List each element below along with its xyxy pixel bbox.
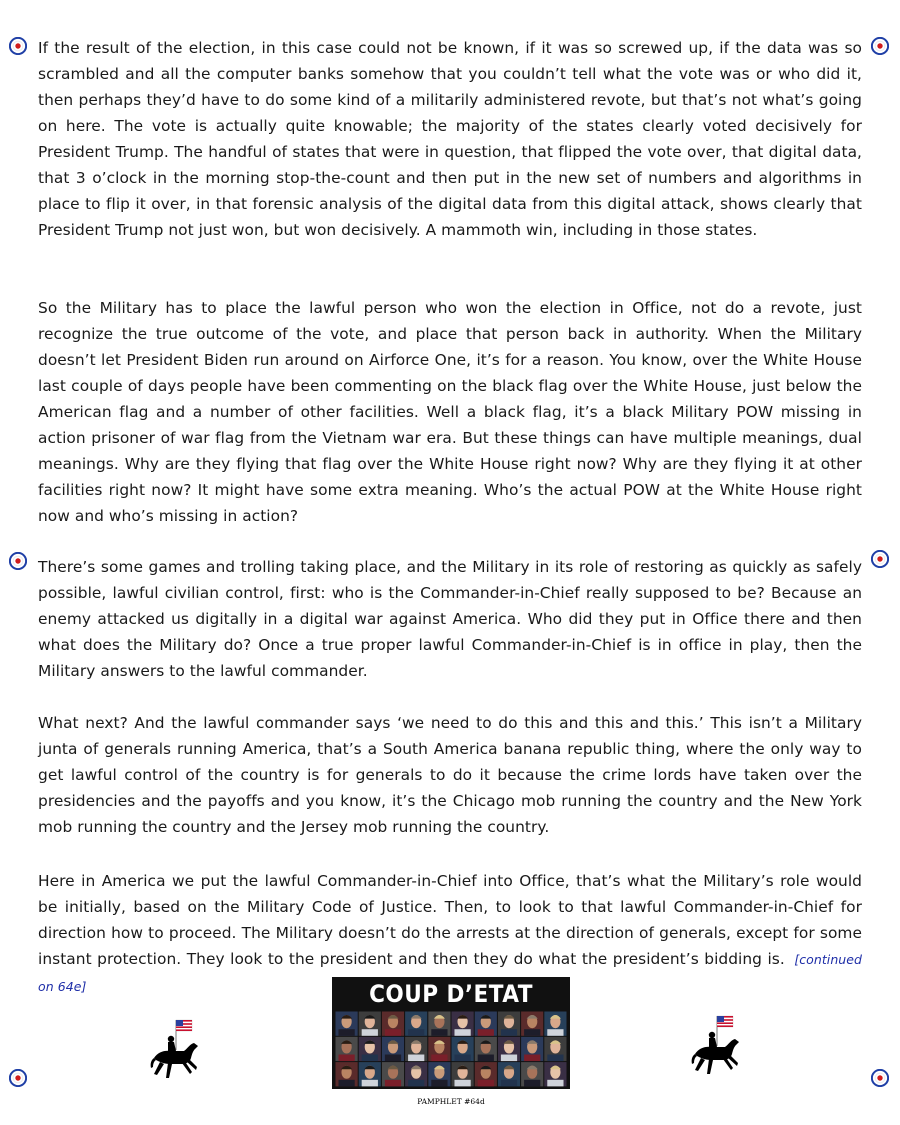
portrait-tile (452, 1012, 474, 1036)
roundel-target-icon (9, 37, 27, 55)
portrait-tile (498, 1037, 520, 1061)
portrait-tile (405, 1012, 427, 1036)
portrait-tile (544, 1012, 566, 1036)
portrait-tile (521, 1062, 543, 1086)
continued-note: [continued on 64e] (38, 952, 862, 994)
portrait-tile (498, 1062, 520, 1086)
portrait-tile (382, 1062, 404, 1086)
portrait-tile (475, 1012, 497, 1036)
coup-detat-poster (332, 977, 570, 1089)
poster-title: COUP D’ETAT (369, 980, 533, 1008)
horse-rider-flag-icon (691, 1014, 741, 1078)
paragraph-3: There’s some games and trolling taking place, and the Military in its role of restoring as quickly as safely possible, lawful civilian control, first: who is the Commander-in-Chief really supposed to be? Because an enemy attacked us digitally in a digital war against America. Who did they put in Office there and then what does the Military do? Once a true proper lawful Commander-in-Chief is in office in play, then the Military answers to the lawful commander. (38, 558, 862, 680)
roundel-target-icon (871, 550, 889, 568)
paragraph-1: If the result of the election, in this case could not be known, if it was so screwed up, if the data was so scrambled and all the computer banks somehow that you couldn’t tell what the vote was or who did it, then perhaps they’d have to do some kind of a militarily administered revote, but that’s not what’s going on here. The vote is actually quite knowable; the majority of the states clearly voted decisively for President Trump. The handful of states that were in question, that flipped the vote over, that digital data, that 3 o’clock in the morning stop-the-count and then put in the new set of numbers and algorithms in place to flip it over, in that forensic analysis of the digital data from this digital attack, shows clearly that President Trump not just won, but won decisively. A mammoth win, including in those states. (38, 39, 862, 239)
roundel-target-icon (871, 37, 889, 55)
portrait-tile (428, 1062, 450, 1086)
roundel-target-icon (9, 552, 27, 570)
portrait-tile (359, 1012, 381, 1036)
portrait-grid-image (335, 1011, 567, 1087)
portrait-tile (382, 1037, 404, 1061)
paragraph-4: What next? And the lawful commander says ‘we need to do this and this and this.’ This isn’t a Military junta of generals running America, that’s a South America banana republic thing, where the only way to get lawful control of the country is for generals to do it because the crime lords have taken over the presidencies and the payoffs and you know, it’s the Chicago mob running the country and the New York mob running the country and the Jersey mob running the country. (38, 714, 862, 836)
portrait-tile (452, 1037, 474, 1061)
portrait-tile (521, 1037, 543, 1061)
portrait-tile (498, 1012, 520, 1036)
portrait-tile (521, 1012, 543, 1036)
roundel-target-icon (871, 1069, 889, 1087)
portrait-tile (382, 1012, 404, 1036)
portrait-tile (336, 1012, 358, 1036)
portrait-tile (428, 1012, 450, 1036)
portrait-tile (359, 1062, 381, 1086)
portrait-tile (475, 1037, 497, 1061)
portrait-tile (405, 1062, 427, 1086)
portrait-tile (544, 1037, 566, 1061)
portrait-tile (544, 1062, 566, 1086)
portrait-tile (405, 1037, 427, 1061)
paragraph-2: So the Military has to place the lawful person who won the election in Office, not do a revote, just recognize the true outcome of the vote, and place that person back in authority. When the Military doesn’t let President Biden run around on Airforce One, it’s for a reason. You know, over the White House last couple of days people have been commenting on the black flag over the White House, just below the American flag and a number of other facilities. Well a black flag, it’s a black Military POW missing in action prisoner of war flag from the Vietnam war era. But these things can have multiple meanings, dual meanings. Why are they flying that flag over the White House right now? Why are they flying it at other facilities right now? It might have some extra meaning. Who’s the actual POW at the White House right now and who’s missing in action? (38, 299, 862, 525)
portrait-tile (428, 1037, 450, 1061)
paragraph-5-text: Here in America we put the lawful Commander-in-Chief into Office, that’s what the Military’s role would be initially, based on the Military Code of Justice. Then, to look to that lawful Commander-in-Chief for direction how to proceed. The Military doesn’t do the arrests at the direction of generals, except for some instant protection. They look to the president and then they do what the president’s bidding is. (38, 872, 862, 968)
portrait-tile (336, 1062, 358, 1086)
horse-rider-flag-icon (150, 1018, 200, 1082)
portrait-tile (452, 1062, 474, 1086)
portrait-tile (336, 1037, 358, 1061)
pamphlet-caption: PAMPHLET #64d (417, 1097, 485, 1106)
roundel-target-icon (9, 1069, 27, 1087)
portrait-tile (359, 1037, 381, 1061)
portrait-tile (475, 1062, 497, 1086)
